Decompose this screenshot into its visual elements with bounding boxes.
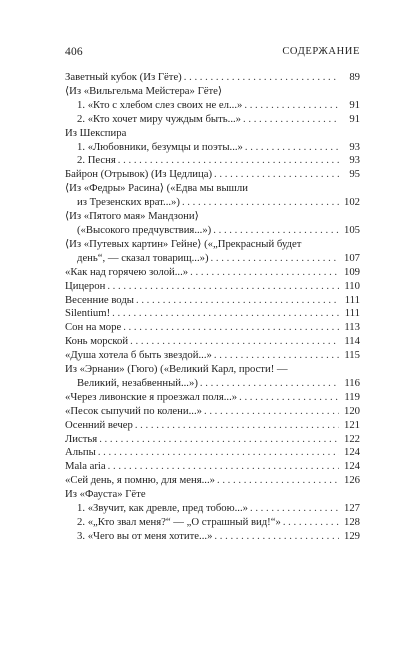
toc-entry-title: 3. «Чего вы от меня хотите...» [77,529,213,542]
toc-entry-title: Цицерон [65,279,106,292]
toc-entry [65,113,360,127]
table-of-contents [65,71,360,544]
toc-entry [65,530,360,544]
dot-leader [135,419,339,433]
toc-entry [65,294,360,308]
toc-entry [65,224,360,238]
toc-entry-page: 120 [343,404,360,417]
toc-entry-title: Заветный кубок (Из Гёте) [65,71,182,83]
toc-entry [65,85,360,99]
toc-entry-title: «Сей день, я помню, для меня...» [65,474,215,487]
dot-leader [244,99,339,113]
toc-entry-title: Осенний вечер [65,418,133,431]
toc-entry [65,391,360,405]
toc-entry [65,210,360,224]
running-title: СОДЕРЖАНИЕ [282,46,360,57]
toc-entry [65,516,360,530]
toc-entry-title: Великий, незабвенный...») [77,376,198,389]
toc-entry [65,182,360,196]
toc-entry-page: 126 [343,474,360,487]
toc-entry-title: Байрон (Отрывок) (Из Цедлица) [65,168,213,181]
dot-leader [217,474,339,488]
toc-entry-page: 124 [343,460,360,473]
toc-entry-page: 113 [344,321,360,334]
dot-leader [112,307,339,321]
toc-entry-title: Конь морской [65,335,129,348]
toc-entry-title: 2. Песня [77,154,116,167]
dot-leader [239,391,339,405]
dot-leader [190,266,339,280]
dot-leader [214,530,339,544]
toc-entry [65,349,360,363]
page-header [65,46,360,58]
toc-entry [65,307,360,321]
dot-leader [243,113,339,127]
toc-entry-title: день“, — сказал товарищ...») [77,251,209,264]
toc-entry-page: 114 [344,335,360,348]
toc-entry-page: 116 [344,376,360,389]
dot-leader [182,196,339,210]
toc-entry-page: 111 [344,293,360,306]
toc-entry-page: 122 [343,432,360,445]
toc-entry-title: Весенние воды [65,293,134,306]
toc-entry-title: Листья [65,432,98,445]
toc-entry-page: 95 [349,168,360,181]
dot-leader [118,154,339,168]
toc-entry-page: 127 [343,502,360,515]
dot-leader [204,405,339,419]
toc-entry [65,99,360,113]
dot-leader [211,252,339,266]
toc-entry-page: 105 [343,223,360,236]
dot-leader [130,335,339,349]
dot-leader [136,294,339,308]
toc-entry-title: «Песок сыпучий по колени...» [65,404,202,417]
toc-entry-title: Из «Фауста» Гёте [65,488,146,501]
toc-entry [65,405,360,419]
toc-entry-title: ⟨Из «Путевых картин» Гейне⟩ («„Прекрасный будет [65,237,302,250]
toc-entry-title: 1. «Кто с хлебом слез своих не ел...» [77,98,243,111]
dot-leader [213,224,339,238]
toc-entry-title: Mala aria [65,460,106,473]
toc-entry-page: 93 [349,140,360,153]
toc-entry [65,238,360,252]
dot-leader [123,321,339,335]
toc-entry [65,363,360,377]
toc-entry-title: 1. «Любовники, безумцы и поэты...» [77,140,243,153]
toc-entry-title: ⟨Из «Пятого мая» Мандзони⟩ [65,210,199,223]
toc-entry-page: 102 [343,196,360,209]
toc-entry-title: Альпы [65,446,96,459]
dot-leader [200,377,339,391]
toc-entry-title: Silentium! [65,307,111,320]
toc-entry-title: ⟨Из «Вильгельма Мейстера» Гёте⟩ [65,84,223,97]
toc-entry [65,335,360,349]
page-number: 406 [65,46,83,58]
toc-entry [65,377,360,391]
toc-entry [65,127,360,141]
toc-entry [65,460,360,474]
toc-entry-page: 119 [344,390,360,403]
toc-entry-title: 1. «Звучит, как древле, пред тобою...» [77,502,248,515]
toc-entry-page: 121 [343,418,360,431]
toc-entry [65,154,360,168]
toc-entry-page: 91 [349,112,360,125]
toc-entry-title: Из Шекспира [65,126,127,139]
toc-entry [65,196,360,210]
dot-leader [98,446,339,460]
toc-entry-page: 109 [343,265,360,278]
dot-leader [283,516,339,530]
toc-entry [65,141,360,155]
toc-entry-page: 128 [343,516,360,528]
dot-leader [214,168,339,182]
toc-entry [65,446,360,460]
toc-entry [65,71,360,85]
toc-entry-page: 110 [344,279,360,292]
toc-entry-page: 89 [349,71,360,83]
toc-entry-title: «Душа хотела б быть звездой...» [65,349,212,362]
toc-entry-title: («Высокого предчувствия...») [77,223,212,236]
toc-entry [65,502,360,516]
toc-entry [65,488,360,502]
toc-entry-title: ⟨Из «Федры» Расина⟩ («Едва мы вышли [65,182,248,195]
toc-entry-page: 129 [343,529,360,542]
toc-entry [65,280,360,294]
toc-entry-page: 107 [343,251,360,264]
toc-entry-page: 111 [344,307,360,320]
toc-entry [65,474,360,488]
toc-entry [65,419,360,433]
dot-leader [250,502,339,516]
dot-leader [245,141,339,155]
toc-entry-title: из Трезенских врат...») [77,196,180,209]
dot-leader [99,433,339,447]
toc-entry [65,168,360,182]
toc-entry [65,266,360,280]
toc-entry-title: 2. «„Кто звал меня?“ — „О страшный вид!“» [77,516,281,528]
toc-entry-title: Сон на море [65,321,122,334]
toc-entry-page: 115 [344,349,360,362]
dot-leader [107,280,339,294]
dot-leader [108,460,339,474]
toc-entry-title: 2. «Кто хочет миру чуждым быть...» [77,112,242,125]
toc-entry [65,252,360,266]
toc-entry-title: Из «Эрнани» (Гюго) («Великий Карл, прости! — [65,363,288,376]
dot-leader [184,71,339,85]
toc-entry [65,321,360,335]
dot-leader [214,349,339,363]
toc-entry-page: 91 [349,98,360,111]
toc-entry-page: 93 [349,154,360,167]
toc-entry-title: «Как над горячею золой...» [65,265,189,278]
toc-entry-page: 124 [343,446,360,459]
toc-entry-title: «Через ливонские я проезжал поля...» [65,390,238,403]
toc-entry [65,433,360,447]
